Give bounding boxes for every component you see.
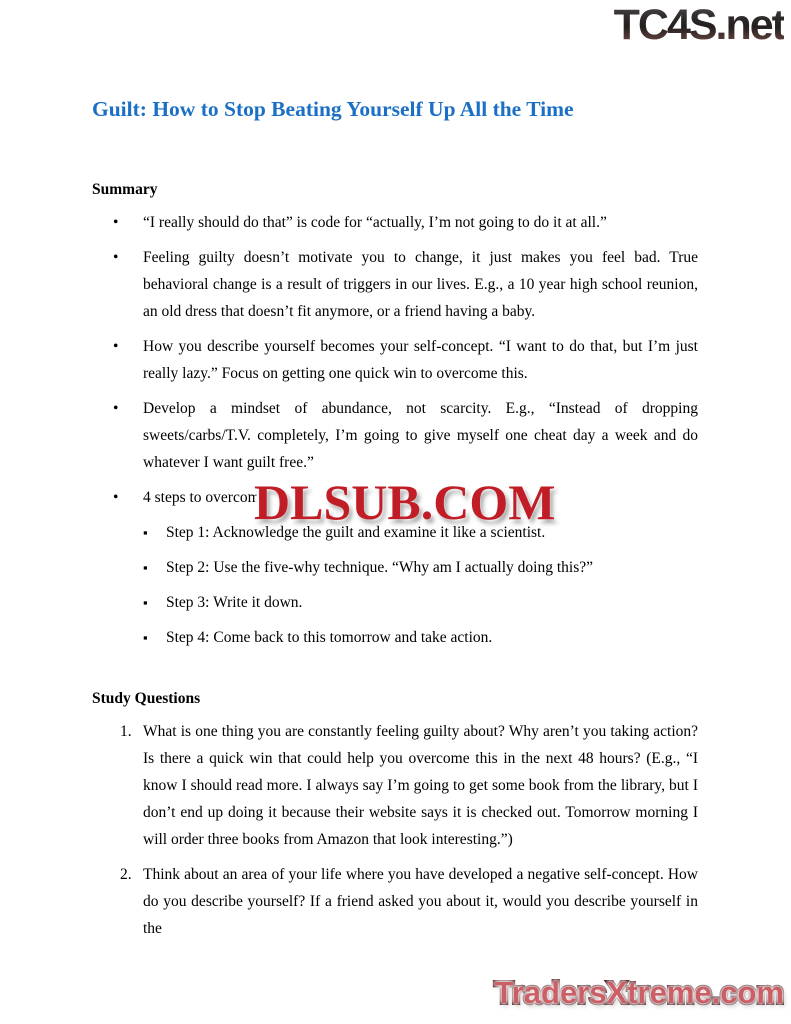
- square-bullet-icon: ▪: [143, 525, 148, 540]
- step-text: Step 2: Use the five-why technique. “Why am I actually doing this?”: [166, 559, 593, 576]
- question-number: 2.: [120, 866, 132, 883]
- bullet-text: 4 steps to overcom: [143, 489, 260, 506]
- list-item: [92, 244, 698, 325]
- square-bullet-icon: ▪: [143, 560, 148, 575]
- bullet-text: Feeling guilty doesn’t motivate you to change, it just makes you feel bad. True behavioral change is a result of triggers in our lives. E.g., a 10 year high school reunion, an old dress that doesn’t fit anymore, or a friend having a baby.: [143, 249, 698, 320]
- bullet-icon: •: [113, 489, 119, 506]
- study-questions-list: [92, 718, 698, 942]
- square-bullet-icon: ▪: [143, 595, 148, 610]
- bullet-icon: •: [113, 214, 119, 231]
- tc4s-logo: TC4S.net: [613, 1, 784, 49]
- list-item: [92, 624, 698, 651]
- list-item: [92, 209, 698, 236]
- square-bullet-icon: ▪: [143, 630, 148, 645]
- question-text: What is one thing you are constantly feeling guilty about? Why aren’t you taking action? Is there a quick win that could help you overcome this in the next 48 hours? (E.g., “I know I should read more. I always say I’m going to get some book from the library, but I don’t end up doing it because their website says it is checked out. Tomorrow morning I will order three books from Amazon that look interesting.”): [143, 723, 698, 848]
- bullet-text: How you describe yourself becomes your self-concept. “I want to do that, but I’m just really lazy.” Focus on getting one quick win to overcome this.: [143, 338, 698, 382]
- bullet-text: “I really should do that” is code for “actually, I’m not going to do it at all.”: [143, 214, 607, 231]
- step-text: Step 4: Come back to this tomorrow and take action.: [166, 629, 493, 646]
- steps-sublist: [92, 519, 698, 651]
- bullet-icon: •: [113, 338, 119, 355]
- page-title: Guilt: How to Stop Beating Yourself Up All the Time: [92, 97, 574, 121]
- question-text: Think about an area of your life where you have developed a negative self-concept. How do you describe yourself? If a friend asked you about it, would you describe yourself in the: [143, 866, 698, 937]
- bullet-text: Develop a mindset of abundance, not scarcity. E.g., “Instead of dropping sweets/carbs/T.V. completely, I’m going to give myself one cheat day a week and do whatever I want guilt free.”: [143, 400, 698, 471]
- list-item: [92, 589, 698, 616]
- step-text: Step 1: Acknowledge the guilt and examine it like a scientist.: [166, 524, 546, 541]
- list-item: [92, 333, 698, 387]
- question-number: 1.: [120, 723, 132, 740]
- dlsub-watermark: DLSUB.COM: [254, 474, 556, 530]
- summary-bullet-list: [92, 209, 698, 511]
- bullet-icon: •: [113, 249, 119, 266]
- study-questions-heading: Study Questions: [92, 690, 201, 707]
- bullet-icon: •: [113, 400, 119, 417]
- list-item: [92, 718, 698, 853]
- list-item: [92, 395, 698, 476]
- list-item: [92, 861, 698, 942]
- tradersxtreme-logo: TradersXtreme.com: [494, 975, 784, 1010]
- list-item: [92, 554, 698, 581]
- step-text: Step 3: Write it down.: [166, 594, 303, 611]
- summary-heading: Summary: [92, 181, 158, 198]
